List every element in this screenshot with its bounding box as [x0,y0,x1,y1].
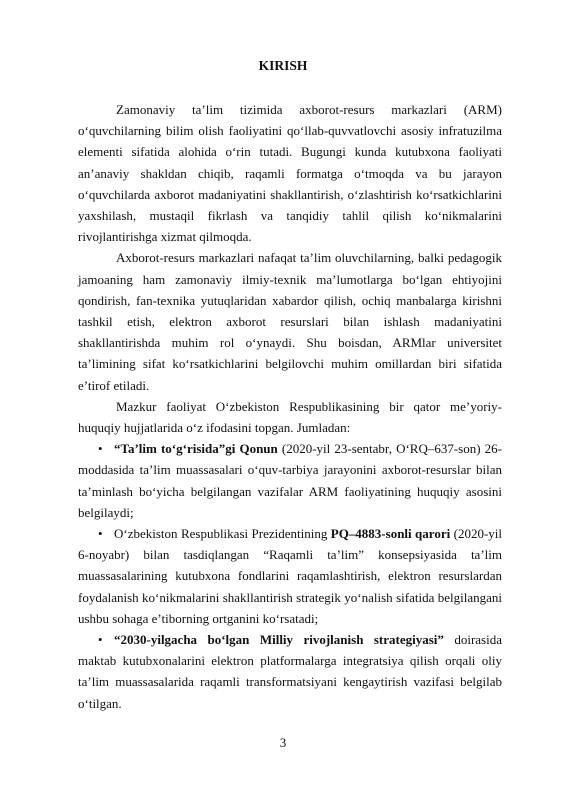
list-item-text-after: doirasida maktab kutubxonalarini elektron platformalarga integratsiya qilish orqali oliy ta’lim muassasalarida raqamli transformatsiyani kengaytirish vazifasi belgilab o‘tilgan. [78,632,502,711]
bullet-icon: • [98,632,103,648]
document-body [78,99,502,714]
list-item [78,438,502,523]
bullet-icon: • [98,441,103,457]
page-number: 3 [279,735,287,750]
list-item-bold: “2030-yilgacha bo‘lgan Milliy rivojlanish strategiyasi” [114,632,444,648]
paragraph-intro: Zamonaviy ta’lim tizimida axborot-resurs markazlari (ARM) o‘quvchilarning bilim olish faoliyatini qo‘llab-quvvatlovchi asosiy infratuzilma elementi sifatida alohida o‘rin tutadi. Bugungi kunda kutubxona faoliyati an’anaviy shakldan chiqib, raqamli formatga o‘tmoqda va bu jarayon o‘quvchilarda axborot madaniyatini shakllantirish, o‘zlashtirish ko‘rsatkichlarini yaxshilash, mustaqil fikrlash va tanqidiy tahlil qilish ko‘nikmalarini rivojlantirishga xizmat qilmoqda. [78,102,502,245]
list-item-text-before: O‘zbekiston Respublikasi Prezidentining [114,526,331,542]
paragraph-arm-role: Axborot-resurs markazlari nafaqat ta’lim oluvchilarning, balki pedagogik jamoaning ham zamonaviy ilmiy-texnik ma’lumotlarga bo‘lgan ehtiyojini qondirish, fan-texnika yutuqlaridan xabardor qilish, ochiq manbalarga kirishni tashkil etish, elektron axborot resurslari bilan ishlash madaniyatini shakllantirishda muhim rol o‘ynaydi. Shu boisdan, ARMlar universitet ta’limining sifat ko‘rsatkichlarini belgilovchi muhim omillardan biri sifatida e’tirof etiladi. [78,250,502,393]
page-title: KIRISH [258,58,308,73]
list-item-text-after: (2020-yil 23-sentabr, O‘RQ–637-son) 26-moddasida ta’lim muassasalari o‘quv-tarbiya jarayonini axborot-resurslar bilan ta’minlash bo‘yicha belgilangan vazifalar ARM faoliyatining huquqiy asosini belgilaydi; [78,441,502,520]
list-item-text-after: (2020-yil 6-noyabr) bilan tasdiqlangan “Raqamli ta’lim” konsepsiyasida ta’lim muassasalarining kutubxona fondlarini raqamlashtirish, elektron resurslardan foydalanish ko‘nikmalarini shakllantirish strategik yo‘nalish sifatida belgilangani ushbu sohaga e’tiborning ortganini ko‘rsatadi; [78,526,502,626]
paragraph-legal-basis: Mazkur faoliyat O‘zbekiston Respublikasining bir qator me’yoriy-huquqiy hujjatlarida o‘z ifodasini topgan. Jumladan: [78,398,502,436]
list-item [78,629,502,714]
list-item [78,523,502,629]
bullet-icon: • [98,526,103,542]
list-item-bold: “Ta’lim to‘g‘risida”gi Qonun [114,441,278,457]
list-item-bold: PQ–4883-sonli qarori [330,526,451,542]
